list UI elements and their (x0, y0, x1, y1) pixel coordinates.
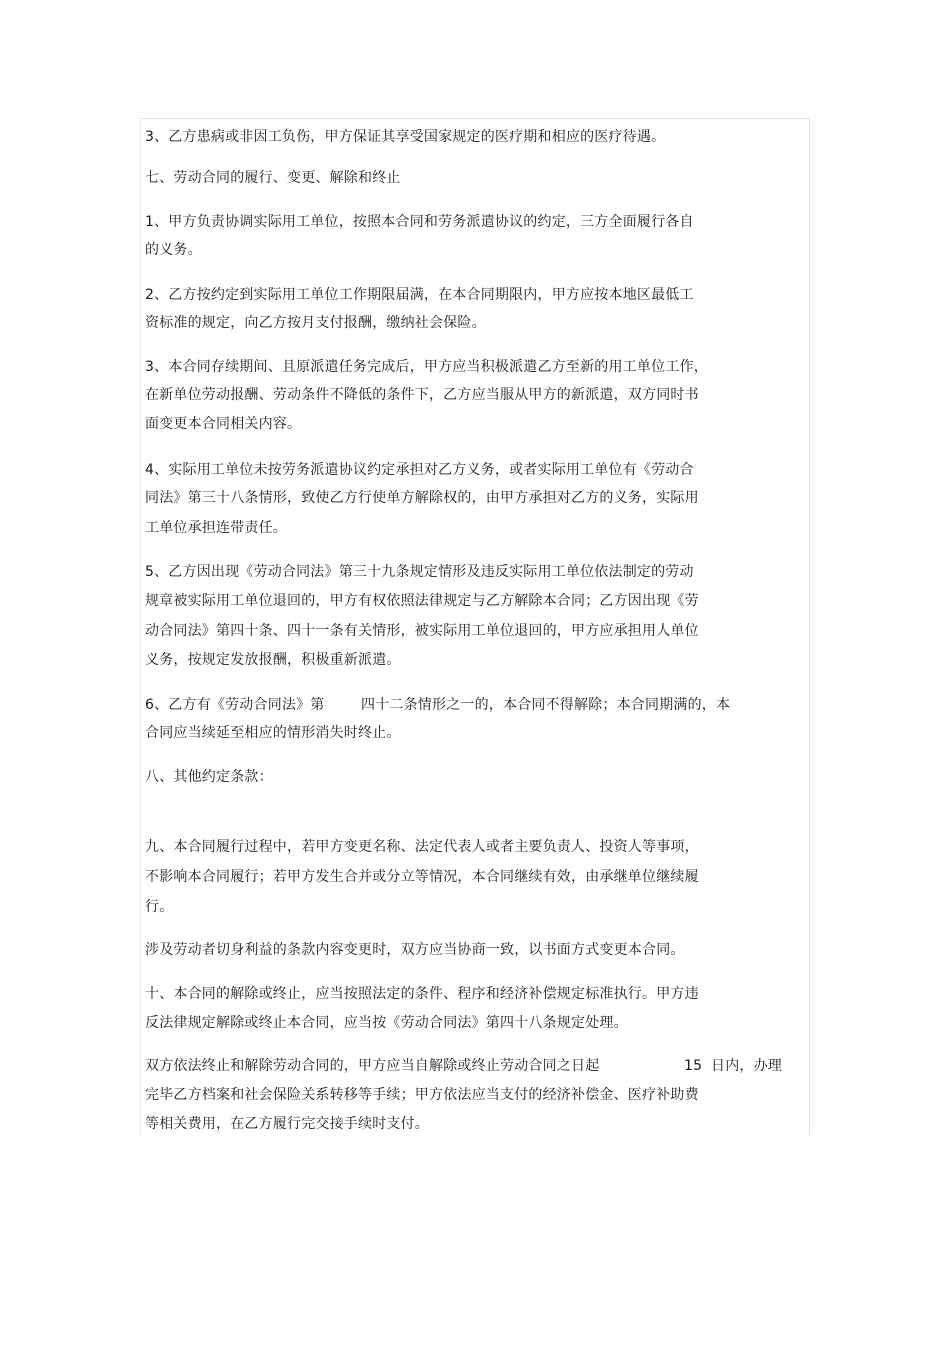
clause-7-5-line-3: 动合同法》第四十条、四十一条有关情形，被实际用工单位退回的，甲方应承担用人单位 (145, 623, 699, 639)
clause-7-4-line-1: 4、实际用工单位未按劳务派遣协议约定承担对乙方义务，或者实际用工单位有《劳动合 (145, 462, 694, 478)
clause-7-2-line-2: 资标准的规定，向乙方按月支付报酬，缴纳社会保险。 (145, 315, 486, 331)
clause-7-4-line-2: 同法》第三十八条情形，致使乙方行使单方解除权的，由甲方承担对乙方的义务，实际用 (145, 490, 699, 506)
clause-7-3b-line-3: 面变更本合同相关内容。 (145, 416, 302, 432)
section-9-line-1: 九、本合同履行过程中，若甲方变更名称、法定代表人或者主要负责人、投资人等事项， (145, 839, 699, 855)
termination-line-2: 完毕乙方档案和社会保险关系转移等手续；甲方依法应当支付的经济补偿金、医疗补助费 (145, 1087, 699, 1103)
clause-7-2-line-1: 2、乙方按约定到实际用工单位工作期限届满，在本合同期限内，甲方应按本地区最低工 (145, 287, 694, 303)
section-7-heading: 七、劳动合同的履行、变更、解除和终止 (145, 170, 401, 186)
termination-line-1-part-2: 日内，办理 (711, 1058, 782, 1074)
clause-7-6-line-2: 合同应当续延至相应的情形消失时终止。 (145, 725, 401, 741)
clause-7-1-line-2: 的义务。 (145, 242, 202, 258)
termination-line-3: 等相关费用，在乙方履行完交接手续时支付。 (145, 1116, 429, 1132)
clause-7-5-line-1: 5、乙方因出现《劳动合同法》第三十九条规定情形及违反实际用工单位依法制定的劳动 (145, 564, 694, 580)
section-9-line-3: 行。 (145, 899, 174, 915)
clause-7-3b-line-2: 在新单位劳动报酬、劳动条件不降低的条件下，乙方应当服从甲方的新派遣，双方同时书 (145, 387, 699, 403)
clause-7-5-line-2: 规章被实际用工单位退回的，甲方有权依照法律规定与乙方解除本合同；乙方因出现《劳 (145, 593, 699, 609)
clause-7-1-line-1: 1、甲方负责协调实际用工单位，按照本合同和劳务派遣协议的约定，三方全面履行各自 (145, 214, 694, 230)
section-8-heading: 八、其他约定条款： (145, 769, 273, 785)
section-9-amendment-note: 涉及劳动者切身利益的条款内容变更时，双方应当协商一致，以书面方式变更本合同。 (145, 942, 685, 958)
clause-7-3b-line-1: 3、本合同存续期间、且原派遣任务完成后，甲方应当积极派遣乙方至新的用工单位工作， (145, 359, 708, 375)
clause-7-4-line-3: 工单位承担连带责任。 (145, 520, 287, 536)
clause-7-6-line-1-part-1: 6、乙方有《劳动合同法》第 (145, 697, 325, 713)
section-9-line-2: 不影响本合同履行；若甲方发生合并或分立等情况，本合同继续有效，由承继单位继续履 (145, 869, 699, 885)
clause-7-5-line-4: 义务，按规定发放报酬，积极重新派遣。 (145, 652, 401, 668)
section-10-line-1: 十、本合同的解除或终止，应当按照法定的条件、程序和经济补偿规定标准执行。甲方违 (145, 986, 699, 1002)
termination-line-1-part-1: 双方依法终止和解除劳动合同的，甲方应当自解除或终止劳动合同之日起 (145, 1058, 600, 1074)
clause-7-6-line-1-part-2: 四十二条情形之一的，本合同不得解除；本合同期满的，本 (361, 697, 731, 713)
clause-7-3: 3、乙方患病或非因工负伤，甲方保证其享受国家规定的医疗期和相应的医疗待遇。 (145, 129, 666, 145)
section-10-line-2: 反法律规定解除或终止本合同，应当按《劳动合同法》第四十八条规定处理。 (145, 1015, 628, 1031)
termination-days-number: 15 (684, 1058, 703, 1074)
